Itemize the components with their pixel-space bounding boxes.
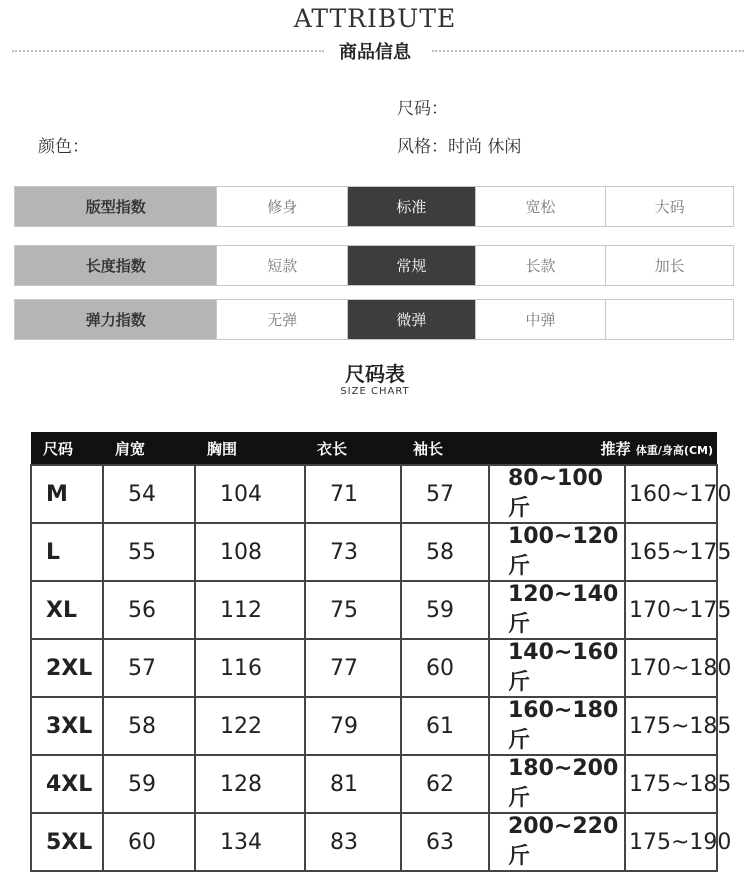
cell-size: XL bbox=[31, 581, 103, 639]
table-row bbox=[31, 523, 717, 581]
cell-length: 79 bbox=[305, 697, 401, 755]
cell-height: 165~175 bbox=[625, 523, 717, 581]
cell-height: 175~185 bbox=[625, 755, 717, 813]
cell-length: 81 bbox=[305, 755, 401, 813]
cell-chest: 134 bbox=[195, 813, 305, 871]
header-length: 衣长 bbox=[305, 432, 401, 465]
size-chart-title: 尺码表 bbox=[345, 362, 405, 386]
cell-weight: 140~160斤 bbox=[489, 639, 625, 697]
cell-shoulder: 58 bbox=[103, 697, 195, 755]
table-row bbox=[31, 639, 717, 697]
cell-chest: 108 bbox=[195, 523, 305, 581]
cell-size: M bbox=[31, 465, 103, 523]
cell-height: 170~175 bbox=[625, 581, 717, 639]
cell-length: 71 bbox=[305, 465, 401, 523]
size-chart-subtitle: SIZE CHART bbox=[340, 386, 410, 397]
cell-chest: 104 bbox=[195, 465, 305, 523]
stretch-index-row bbox=[14, 299, 734, 340]
stretch-index-option: 微弹 bbox=[348, 300, 476, 339]
cell-size: 4XL bbox=[31, 755, 103, 813]
cell-sleeve: 60 bbox=[401, 639, 489, 697]
size-table-header bbox=[31, 432, 717, 465]
fit-index-option: 宽松 bbox=[476, 187, 607, 226]
length-index-option: 长款 bbox=[476, 246, 607, 285]
stretch-index-option: 中弹 bbox=[476, 300, 607, 339]
cell-sleeve: 63 bbox=[401, 813, 489, 871]
cell-shoulder: 55 bbox=[103, 523, 195, 581]
cell-chest: 112 bbox=[195, 581, 305, 639]
info-size: 尺码： bbox=[397, 99, 448, 119]
cell-height: 170~180 bbox=[625, 639, 717, 697]
cell-weight: 100~120斤 bbox=[489, 523, 625, 581]
table-row bbox=[31, 755, 717, 813]
cell-sleeve: 59 bbox=[401, 581, 489, 639]
product-info-title: 商品信息 bbox=[339, 42, 411, 63]
stretch-index-option bbox=[606, 300, 733, 339]
cell-sleeve: 58 bbox=[401, 523, 489, 581]
cell-chest: 128 bbox=[195, 755, 305, 813]
cell-length: 83 bbox=[305, 813, 401, 871]
attribute-title: ATTRIBUTE bbox=[293, 4, 457, 33]
stretch-index-label: 弹力指数 bbox=[15, 300, 217, 339]
length-index-row bbox=[14, 245, 734, 286]
length-index-label: 长度指数 bbox=[15, 246, 217, 285]
stretch-index-option: 无弹 bbox=[217, 300, 348, 339]
cell-chest: 116 bbox=[195, 639, 305, 697]
cell-sleeve: 61 bbox=[401, 697, 489, 755]
cell-length: 75 bbox=[305, 581, 401, 639]
header-recommend-note: 体重/身高(CM) bbox=[635, 443, 713, 457]
cell-length: 77 bbox=[305, 639, 401, 697]
header-size: 尺码 bbox=[31, 432, 103, 465]
size-rows bbox=[31, 465, 732, 871]
info-color: 颜色： bbox=[38, 137, 89, 157]
cell-size: 3XL bbox=[31, 697, 103, 755]
length-index-option: 加长 bbox=[654, 257, 685, 275]
table-row bbox=[31, 581, 717, 639]
info-style: 风格：时尚 休闲 bbox=[397, 137, 522, 157]
fit-index-option: 大码 bbox=[654, 198, 685, 216]
fit-index-option: 标准 bbox=[348, 187, 476, 226]
cell-shoulder: 57 bbox=[103, 639, 195, 697]
cell-weight: 120~140斤 bbox=[489, 581, 625, 639]
cell-chest: 122 bbox=[195, 697, 305, 755]
divider-right bbox=[432, 50, 744, 52]
header-shoulder: 肩宽 bbox=[103, 432, 195, 465]
cell-height: 175~185 bbox=[625, 697, 717, 755]
table-row bbox=[31, 465, 717, 523]
cell-length: 73 bbox=[305, 523, 401, 581]
header-sleeve: 袖长 bbox=[401, 432, 489, 465]
header-chest: 胸围 bbox=[195, 432, 305, 465]
cell-shoulder: 59 bbox=[103, 755, 195, 813]
length-index-option: 短款 bbox=[217, 246, 348, 285]
cell-shoulder: 54 bbox=[103, 465, 195, 523]
fit-index-row bbox=[14, 186, 734, 227]
cell-weight: 200~220斤 bbox=[489, 813, 625, 871]
cell-size: 2XL bbox=[31, 639, 103, 697]
length-index-option: 常规 bbox=[348, 246, 476, 285]
cell-sleeve: 57 bbox=[401, 465, 489, 523]
fit-index-label: 版型指数 bbox=[15, 187, 217, 226]
cell-weight: 80~100斤 bbox=[489, 465, 625, 523]
size-table bbox=[30, 432, 732, 872]
cell-shoulder: 56 bbox=[103, 581, 195, 639]
cell-weight: 180~200斤 bbox=[489, 755, 625, 813]
table-row bbox=[31, 813, 717, 871]
header-recommend-label: 推荐 bbox=[600, 439, 631, 458]
cell-weight: 160~180斤 bbox=[489, 697, 625, 755]
cell-height: 160~170 bbox=[625, 465, 717, 523]
cell-size: L bbox=[31, 523, 103, 581]
cell-sleeve: 62 bbox=[401, 755, 489, 813]
cell-height: 175~190 bbox=[625, 813, 717, 871]
table-row bbox=[31, 697, 717, 755]
cell-size: 5XL bbox=[31, 813, 103, 871]
cell-shoulder: 60 bbox=[103, 813, 195, 871]
header-recommend bbox=[489, 432, 717, 465]
fit-index-option: 修身 bbox=[217, 187, 348, 226]
